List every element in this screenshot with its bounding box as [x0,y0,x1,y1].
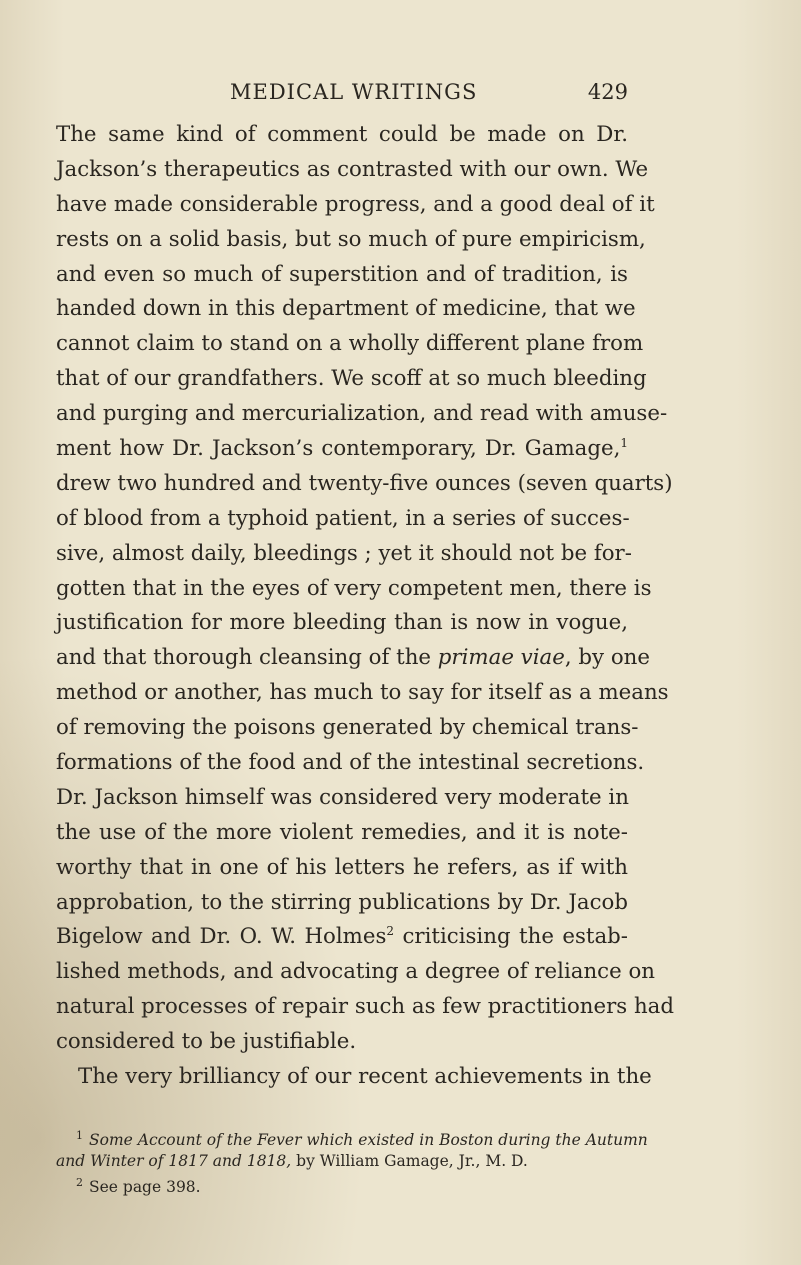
body-line: of removing the poisons generated by chemical trans- [56,715,639,741]
body-line: Jackson’s therapeutics as contrasted with our own. We [56,156,649,182]
body-line: formations of the food and of the intestinal secretions. [56,750,645,776]
footnote-2 [56,1172,628,1198]
footnote-title-cont: and Winter of 1817 and 1818, [56,1152,292,1171]
body-line-with-footnote [56,920,628,955]
body-line: have made considerable progress, and a good deal of it [56,191,655,217]
footnote-ref: 2 [386,924,395,939]
body-line: handed down in this department of medicine, that we [56,296,636,322]
page-header [62,80,628,114]
footnote-title: Some Account of the Fever which existed in Boston during the Autumn [89,1131,648,1150]
body-line: and even so much of superstition and of tradition, is [56,261,628,287]
body-line: worthy that in one of his letters he refers, as if with [56,854,628,880]
body-line-text: Bigelow and Dr. O. W. Holmes [56,924,387,950]
body-line: that of our grandfathers. We scoff at so much bleeding [56,366,647,392]
body-line: cannot claim to stand on a wholly different plane from [56,331,644,357]
footnote-number: 1 [76,1129,83,1142]
footnotes [56,1125,648,1198]
running-head: MEDICAL WRITINGS [230,80,478,104]
footnote-1-cont [56,1151,628,1172]
body-line: rests on a solid basis, but so much of pure empiricism, [56,226,646,252]
footnote-number: 2 [76,1176,83,1190]
body-line: Dr. Jackson himself was considered very moderate in [56,784,629,810]
body-line: lished methods, and advocating a degree of reliance on [56,959,656,985]
body-line: of blood from a typhoid patient, in a series of succes- [56,505,630,531]
body-line: sive, almost daily, bleedings ; yet it should not be for- [56,540,632,566]
body-line-text: ment how Dr. Jackson’s contemporary, Dr. Gamage, [56,436,621,462]
body-line: gotten that in the eyes of very competent men, there is [56,575,652,601]
footnote-ref: 1 [620,435,628,450]
body-line: considered to be justifiable. [56,1029,357,1055]
body-line-with-footnote [56,432,628,467]
body-line: approbation, to the stirring publications by Dr. Jacob [56,889,628,915]
body-text [56,118,675,1095]
body-line: method or another, has much to say for itself as a means [56,680,669,706]
footnote-text: See page 398. [89,1178,201,1197]
body-line-text-cont: criticising the estab- [394,924,628,950]
page-number: 429 [587,80,628,104]
body-line-text-cont: , by one [564,645,650,671]
body-line: the use of the more violent remedies, and it is note- [56,819,628,845]
body-line: and purging and mercurialization, and read with amuse- [56,401,668,427]
latin-phrase: primae viae [437,645,565,671]
footnote-author: by William Gamage, Jr., M. D. [291,1152,528,1171]
body-line: natural processes of repair such as few practitioners had [56,994,675,1020]
body-line: The very brilliancy of our recent achievements in the [78,1064,652,1090]
footnote-1 [56,1125,648,1151]
body-line-text: and that thorough cleansing of the [56,645,438,671]
body-line: drew two hundred and twenty-five ounces (seven quarts) [56,470,673,496]
body-line-with-italic [56,641,650,676]
body-line: justification for more bleeding than is now in vogue, [56,610,628,636]
body-line: The same kind of comment could be made on Dr. [56,122,628,147]
